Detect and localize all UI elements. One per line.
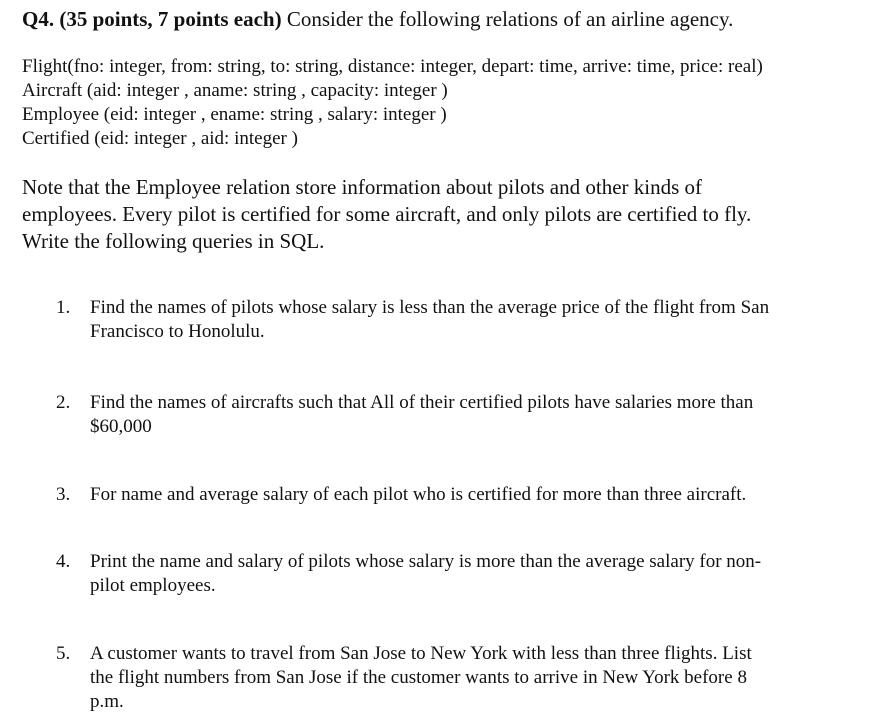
question-line: p.m. [90,691,124,712]
question-line: For name and average salary of each pilot who is certified for more than three aircraft. [90,484,747,505]
question-line: the flight numbers from San Jose if the customer wants to arrive in New York before 8 [90,667,747,688]
note-line: Write the following queries in SQL. [22,229,325,253]
question-text [90,642,850,714]
question-line: $60,000 [90,416,152,437]
question-number: 1. [56,297,71,318]
question-line: A customer wants to travel from San Jose to New York with less than three flights. List [90,643,752,664]
schema-flight: Flight(fno: integer, from: string, to: string, distance: integer, depart: time, arrive: time, price: real) [22,56,763,77]
question-line: Find the names of pilots whose salary is less than the average price of the flight from San [90,297,770,318]
note-paragraph [22,174,857,255]
schema-certified: Certified (eid: integer , aid: integer ) [22,128,298,149]
question-number: 5. [56,643,71,664]
schema-employee: Employee (eid: integer , ename: string , salary: integer ) [22,104,447,125]
question-heading [22,6,733,32]
question-number: 4. [56,551,71,572]
note-line: employees. Every pilot is certified for some aircraft, and only pilots are certified to fly. [22,202,752,226]
question-heading-rest: Consider the following relations of an airline agency. [281,7,734,31]
relation-schema-list [22,55,763,151]
question-line: Find the names of aircrafts such that All of their certified pilots have salaries more than [90,392,754,413]
question-text [90,296,850,344]
schema-aircraft: Aircraft (aid: integer , aname: string , capacity: integer ) [22,80,448,101]
question-text [90,550,850,598]
question-number: 2. [56,392,71,413]
question-line: Print the name and salary of pilots whose salary is more than the average salary for non- [90,551,762,572]
question-line: Francisco to Honolulu. [90,321,265,342]
question-number: 3. [56,484,71,505]
question-text [90,483,850,507]
question-heading-bold: Q4. (35 points, 7 points each) [22,7,282,31]
note-line: Note that the Employee relation store information about pilots and other kinds of [22,175,703,199]
question-text [90,391,850,439]
question-line: pilot employees. [90,575,216,596]
